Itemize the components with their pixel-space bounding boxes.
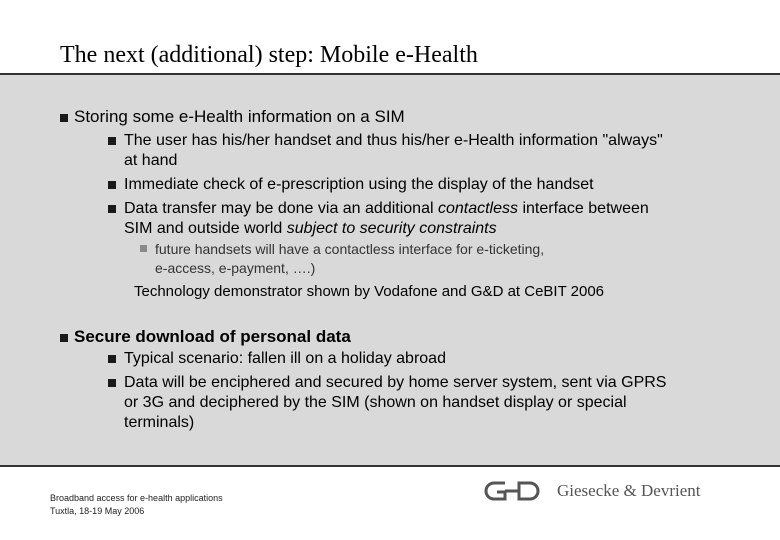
sub-list-item-continuation: e-access, e-payment, ….) <box>155 260 316 276</box>
section-heading-text: Storing some e-Health information on a SIM <box>74 107 405 126</box>
list-item-text: The user has his/her handset and thus his/her e-Health information "always" <box>124 132 663 149</box>
slide-title: The next (additional) step: Mobile e-Health <box>60 42 478 68</box>
list-item-continuation: terminals) <box>124 414 195 431</box>
square-bullet-icon <box>108 181 116 189</box>
list-item-text: Data transfer may be done via an additional contactless interface between <box>124 200 649 217</box>
list-item-text: Immediate check of e-prescription using the display of the handset <box>124 176 594 193</box>
list-item-text: Data will be enciphered and secured by home server system, sent via GPRS <box>124 374 667 391</box>
section-heading-sim <box>60 107 405 127</box>
demonstrator-note: Technology demonstrator shown by Vodafone and G&D at CeBIT 2006 <box>134 283 605 300</box>
square-bullet-icon <box>108 355 116 363</box>
square-bullet-icon <box>108 379 116 387</box>
list-item-continuation: at hand <box>124 152 178 169</box>
footer-date: Tuxtla, 18-19 May 2006 <box>50 506 145 516</box>
square-bullet-icon <box>108 137 116 145</box>
list-item-continuation: or 3G and deciphered by the SIM (shown on handset display or special <box>124 394 627 411</box>
section-heading-text: Secure download of personal data <box>74 327 351 346</box>
sub-list-item-text: future handsets will have a contactless interface for e-ticketing, <box>155 241 545 257</box>
square-bullet-icon <box>60 114 68 122</box>
footer-divider <box>0 465 780 467</box>
square-bullet-icon <box>108 205 116 213</box>
footer-event: Broadband access for e-health applications <box>50 493 223 503</box>
list-item-text: Typical scenario: fallen ill on a holiday abroad <box>124 350 446 367</box>
gd-logo-icon <box>483 480 541 502</box>
company-logo-text: Giesecke & Devrient <box>557 481 701 500</box>
section-heading-download <box>60 327 351 347</box>
square-bullet-icon <box>140 245 147 252</box>
square-bullet-icon <box>60 334 68 342</box>
list-item-continuation: SIM and outside world subject to security constraints <box>124 220 497 237</box>
